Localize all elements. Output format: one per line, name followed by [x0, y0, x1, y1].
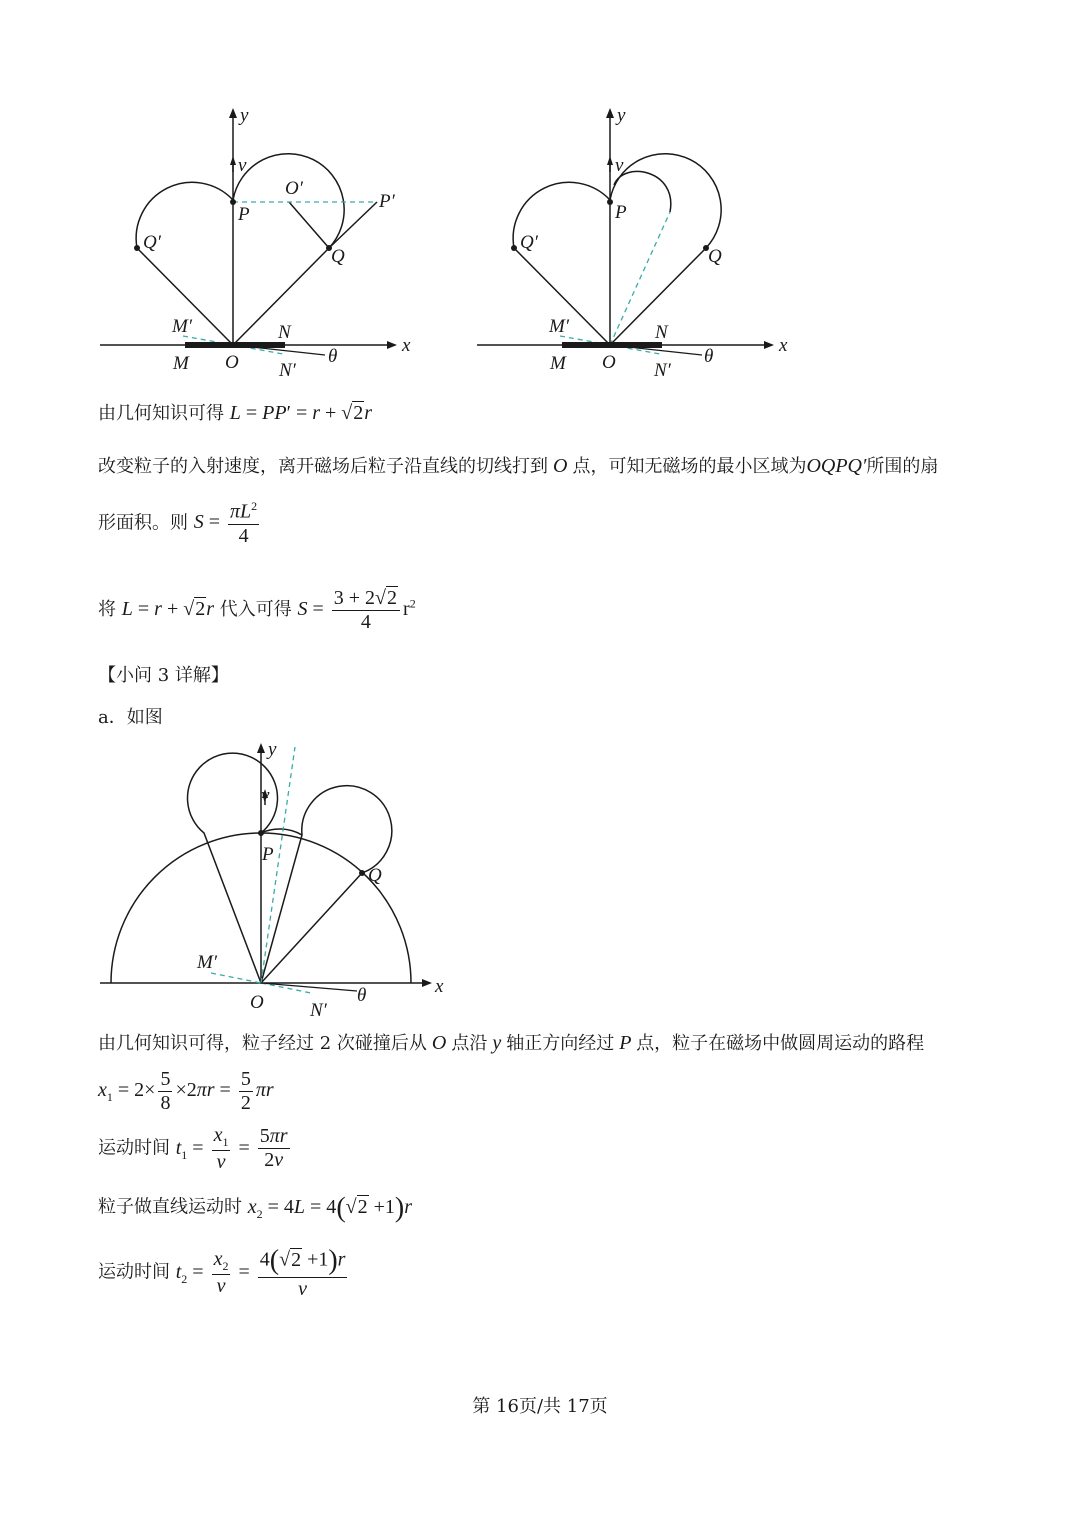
fig2-label-N-prime: N′	[654, 360, 671, 380]
fig2-label-M-prime: M′	[549, 316, 569, 337]
fig1-label-O-prime: O′	[285, 178, 303, 199]
fig1-label-v: v	[238, 155, 247, 176]
fig1-label-M-prime: M′	[172, 316, 192, 337]
fig1-label-N-prime: N′	[279, 360, 296, 380]
fig1-label-theta: θ	[328, 346, 338, 367]
fig3-label-M-prime: M′	[197, 952, 217, 973]
formula-t2: 运动时间 $t_2$ = $\frac{x_2}{v}$ = $\frac{4(√2 +1)r}{v}$	[98, 1245, 346, 1301]
fig3-label-v: v	[261, 785, 270, 806]
fig1-label-x: x	[402, 335, 411, 356]
fig2-label-Q: Q	[708, 246, 722, 267]
figure-heart-trajectory-2	[472, 100, 802, 380]
text-line-L-formula: 由几何知识可得 L = PP′ = r + √2r	[98, 402, 373, 424]
fig3-label-P: P	[262, 844, 274, 865]
fig1-label-O: O	[225, 352, 239, 373]
formula-x2: 粒子做直线运动时 $x_2 = 4L = 4(√2 +1)r$	[98, 1192, 413, 1223]
text-line-area-formula: 形面积。则 S = $\frac{\pi L^2}{4}$	[98, 499, 258, 547]
fig3-label-O: O	[250, 992, 264, 1013]
fig2-label-x: x	[779, 335, 788, 356]
formula-t1: 运动时间 $t_1$ = $\frac{x_1}{v}$ = $\frac{5\pi r}{2v}$	[98, 1124, 288, 1173]
fig3-label-theta: θ	[357, 985, 367, 1006]
text-line-minimal-region: 改变粒子的入射速度，离开磁场后粒子沿直线的切线打到 O 点，可知无磁场的最小区域为OQPQ′所围的扇	[98, 455, 939, 477]
formula-x1: $x_1 = 2\times$ $\frac{5}{8}$ ×2πr = $\frac{5}{2}$ πr	[98, 1068, 274, 1114]
fig2-label-M: M	[550, 353, 566, 374]
fig2-label-P: P	[615, 202, 627, 223]
page-footer: 第 16页/共 17页	[472, 1396, 608, 1417]
fig1-label-P: P	[238, 204, 250, 225]
figure-heart-trajectory-1	[95, 100, 425, 380]
text-line-collision: 由几何知识可得，粒子经过 2 次碰撞后从 O 点沿 y 轴正方向经过 P 点，粒子在磁场中做圆周运动的路程	[98, 1032, 925, 1054]
fig1-label-y: y	[240, 105, 249, 126]
fig2-label-theta: θ	[704, 346, 714, 367]
fig3-label-x: x	[435, 976, 444, 997]
sub-item-a: a．如图	[98, 707, 163, 728]
section-heading: 【小问 3 详解】	[98, 665, 229, 686]
fig2-label-O: O	[602, 352, 616, 373]
fig1-label-Q-prime: Q′	[143, 232, 161, 253]
fig1-label-P-prime: P′	[379, 191, 395, 212]
fig1-label-M: M	[173, 353, 189, 374]
fig1-label-N: N	[278, 322, 291, 343]
fig3-label-Q: Q	[368, 865, 382, 886]
fig1-label-Q: Q	[331, 246, 345, 267]
fig2-label-N: N	[655, 322, 668, 343]
text-line-substitution: 将 L = r + √2r 代入可得 S = $\frac{3 + 2√2}{4}$ $r^2$	[98, 587, 416, 633]
fig2-label-y: y	[617, 105, 626, 126]
fig2-label-Q-prime: Q′	[520, 232, 538, 253]
fig3-label-y: y	[268, 739, 277, 760]
figure-semicircle-trajectory	[95, 735, 455, 1025]
fig2-label-v: v	[615, 155, 624, 176]
fig3-label-N-prime: N′	[310, 1000, 327, 1021]
